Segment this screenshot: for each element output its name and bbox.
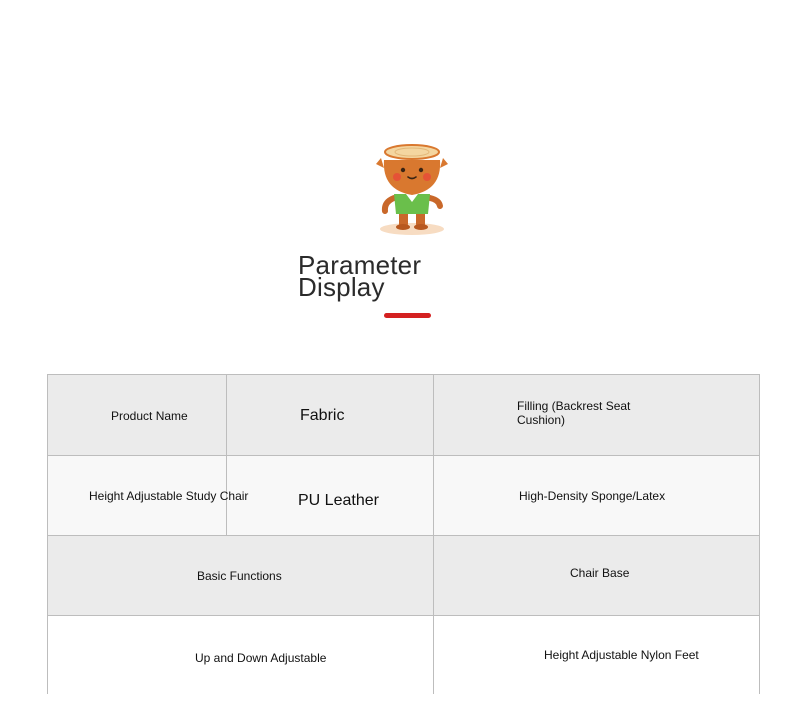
page-title-line2: Display: [298, 272, 385, 302]
filling-value: High-Density Sponge/Latex: [519, 489, 666, 503]
chair-base-label: Chair Base: [570, 566, 630, 580]
basic-functions-value: Up and Down Adjustable: [195, 651, 327, 665]
column-divider: [433, 456, 434, 535]
table-row: [48, 375, 759, 455]
table-row: [48, 455, 759, 535]
tree-stump-mascot-icon: [372, 140, 452, 240]
fabric-value: PU Leather: [298, 492, 379, 509]
filling-label-line2: Cushion): [517, 413, 566, 427]
title-accent-bar: [384, 313, 431, 318]
table-row: [48, 535, 759, 615]
product-name-value: Height Adjustable Study Chair: [89, 489, 249, 503]
column-divider: [226, 375, 227, 455]
basic-functions-label: Basic Functions: [197, 569, 282, 583]
column-divider: [433, 375, 434, 455]
chair-base-value: Height Adjustable Nylon Feet: [544, 648, 699, 662]
fabric-label: Fabric: [300, 407, 345, 424]
page-title-line1: Parameter: [298, 250, 422, 280]
product-name-label: Product Name: [111, 409, 188, 423]
page-title: [298, 250, 422, 302]
parameter-table: [47, 374, 760, 694]
column-divider: [433, 616, 434, 694]
table-row: [48, 615, 759, 695]
filling-label-line1: Filling (Backrest Seat: [517, 399, 631, 413]
column-divider: [433, 536, 434, 615]
